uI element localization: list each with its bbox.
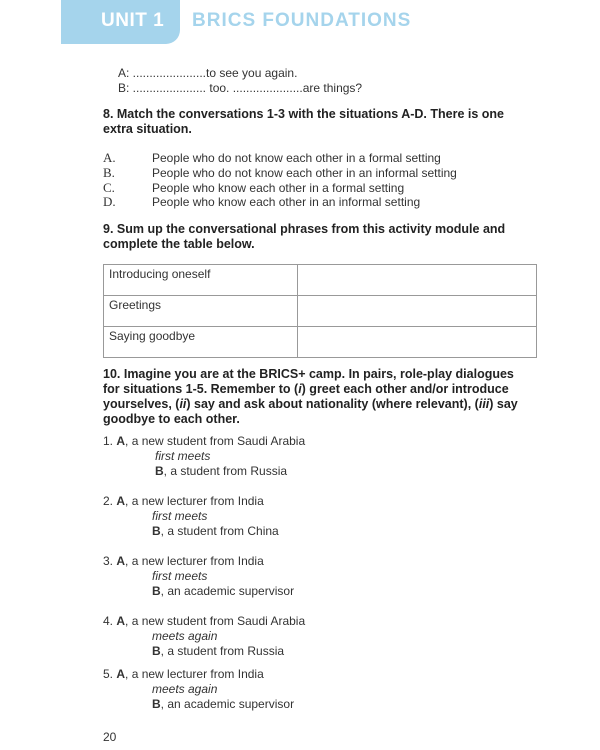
situation-line-b: [155, 464, 287, 478]
situation-line-a: [103, 494, 264, 508]
person-b-desc: , an academic supervisor: [160, 697, 295, 711]
roman-numeral: iii: [478, 397, 490, 411]
table-row: [104, 265, 537, 296]
option-letter: B.: [103, 165, 115, 180]
situation-relation: meets again: [152, 629, 218, 643]
table-cell-answer[interactable]: [298, 327, 537, 358]
person-b-label: B: [152, 697, 161, 711]
person-b-desc: , a student from Russia: [163, 464, 288, 478]
heading-text: ) say and ask about nationality (where relevant), (: [186, 397, 479, 411]
task9-heading: 9. Sum up the conversational phrases from this activity module and complete the table below.: [103, 222, 506, 251]
table-cell-answer[interactable]: [298, 296, 537, 327]
person-a-desc: , a new lecturer from India: [125, 667, 264, 681]
situation-number: 4.: [103, 614, 114, 628]
person-b-label: B: [155, 464, 164, 478]
page-number: 20: [103, 730, 117, 744]
task10-heading: [103, 367, 533, 427]
person-a-desc: , a new student from Saudi Arabia: [125, 434, 306, 448]
option-text: People who know each other in an informal setting: [152, 195, 421, 209]
unit-title: BRICS FOUNDATIONS: [192, 10, 412, 31]
table-row: [104, 327, 537, 358]
table-cell-label: Greetings: [104, 296, 298, 327]
table-cell-label: Introducing oneself: [104, 265, 298, 296]
situation-line-b: [152, 644, 284, 658]
person-a-label: A: [116, 494, 126, 508]
roman-numeral: i: [298, 382, 302, 396]
situation-number: 2.: [103, 494, 114, 508]
situation-number: 1.: [103, 434, 114, 448]
situation-line-a: [103, 667, 264, 681]
table-cell-label: Saying goodbye: [104, 327, 298, 358]
option-letter: C.: [103, 180, 115, 195]
roman-numeral: ii: [179, 397, 187, 411]
option-text: People who know each other in a formal setting: [152, 181, 405, 195]
situation-line-b: [152, 584, 294, 598]
phrases-table: [103, 264, 537, 358]
person-b-label: B: [152, 584, 161, 598]
person-a-label: A: [116, 667, 126, 681]
situation-number: 5.: [103, 667, 114, 681]
heading-text: ) say goodbye to each other.: [103, 397, 518, 426]
situation-line-b: [152, 697, 294, 711]
table-cell-answer[interactable]: [298, 265, 537, 296]
situation-line-a: [103, 554, 264, 568]
person-a-desc: , a new student from Saudi Arabia: [125, 614, 306, 628]
dialogue-line-b: B: ...................... too. .....................are things?: [118, 81, 363, 95]
heading-text: 10. Imagine you are at the BRICS+ camp. In pairs, role-play dialogues for situations 1-5. Remember to (: [103, 367, 514, 396]
person-a-desc: , a new lecturer from India: [125, 494, 264, 508]
option-letter: A.: [103, 150, 116, 165]
heading-text: ) greet each other and/or introduce yourselves, (: [103, 382, 509, 411]
person-b-desc: , a student from Russia: [160, 644, 285, 658]
option-text: People who do not know each other in a formal setting: [152, 151, 441, 165]
situation-line-a: [103, 434, 305, 448]
person-a-desc: , a new lecturer from India: [125, 554, 264, 568]
person-a-label: A: [116, 434, 126, 448]
unit-label: UNIT 1: [101, 10, 165, 31]
situation-relation: first meets: [152, 569, 208, 583]
situation-relation: meets again: [152, 682, 218, 696]
option-letter: D.: [103, 194, 116, 209]
situation-relation: first meets: [155, 449, 211, 463]
unit-tab: [61, 0, 180, 44]
person-a-label: A: [116, 554, 126, 568]
situation-line-b: [152, 524, 279, 538]
table-row: [104, 296, 537, 327]
option-text: People who do not know each other in an informal setting: [152, 166, 457, 180]
person-b-desc: , a student from China: [160, 524, 279, 538]
person-a-label: A: [116, 614, 126, 628]
task8-heading: 8. Match the conversations 1-3 with the situations A-D. There is one extra situation.: [103, 107, 505, 136]
situation-line-a: [103, 614, 305, 628]
dialogue-line-a: A: ......................to see you again.: [118, 66, 298, 80]
person-b-desc: , an academic supervisor: [160, 584, 295, 598]
person-b-label: B: [152, 524, 161, 538]
situation-number: 3.: [103, 554, 114, 568]
situation-relation: first meets: [152, 509, 208, 523]
person-b-label: B: [152, 644, 161, 658]
